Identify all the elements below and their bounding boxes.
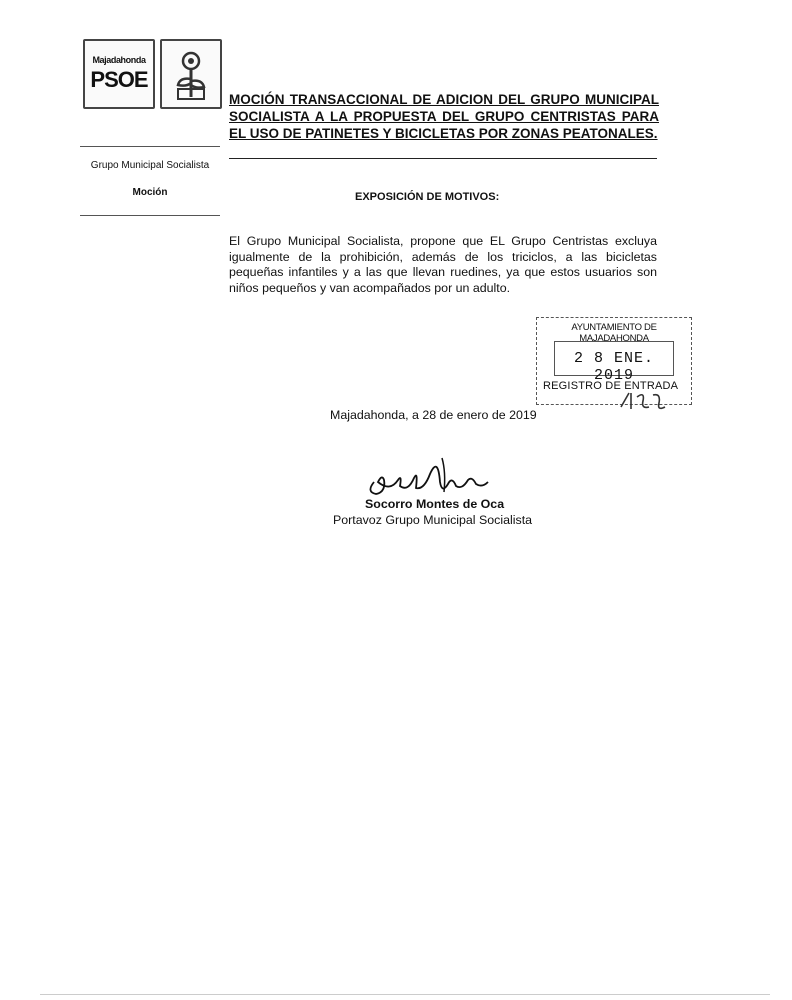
section-heading: EXPOSICIÓN DE MOTIVOS:	[355, 191, 500, 203]
psoe-logo	[83, 39, 155, 109]
signature	[360, 452, 500, 502]
logo-name: PSOE	[90, 67, 148, 92]
sidebar-divider-top	[80, 146, 220, 147]
stamp-date: 2 8 ENE. 2019	[573, 350, 654, 384]
body-paragraph: El Grupo Municipal Socialista, propone que EL Grupo Centristas excluya igualmente de la prohibición, además de los triciclos, a las bicicletas pequeñas infantiles y a las que llevan ruedines, ya que estos usuarios son niños pequeños y van acompañados por un adulto.	[229, 234, 657, 295]
document-type: Moción	[132, 187, 168, 198]
group-name: Grupo Municipal Socialista	[90, 160, 210, 171]
signer-name: Socorro Montes de Oca	[365, 497, 505, 511]
place-and-date: Majadahonda, a 28 de enero de 2019	[330, 408, 537, 422]
logo-city: Majadahonda	[92, 55, 146, 65]
title-rule	[229, 158, 657, 159]
stamp-date-box	[554, 341, 674, 384]
handwritten-registry-number	[617, 389, 677, 413]
page-edge-line	[40, 994, 770, 995]
motion-title: MOCIÓN TRANSACCIONAL DE ADICION DEL GRUPO MUNICIPAL SOCIALISTA A LA PROPUESTA DEL GRUPO CENTRISTAS PARA EL USO DE PATINETES Y BICICLETAS POR ZONAS PEATONALES.	[229, 92, 659, 141]
stamp-registry: REGISTRO DE ENTRADA	[543, 380, 679, 392]
sidebar-divider-bottom	[80, 215, 220, 216]
signer-role: Portavoz Grupo Municipal Socialista	[333, 513, 533, 527]
stamp-office: AYUNTAMIENTO DE MAJADAHONDA	[571, 322, 657, 344]
rose-logo-icon	[160, 39, 222, 109]
